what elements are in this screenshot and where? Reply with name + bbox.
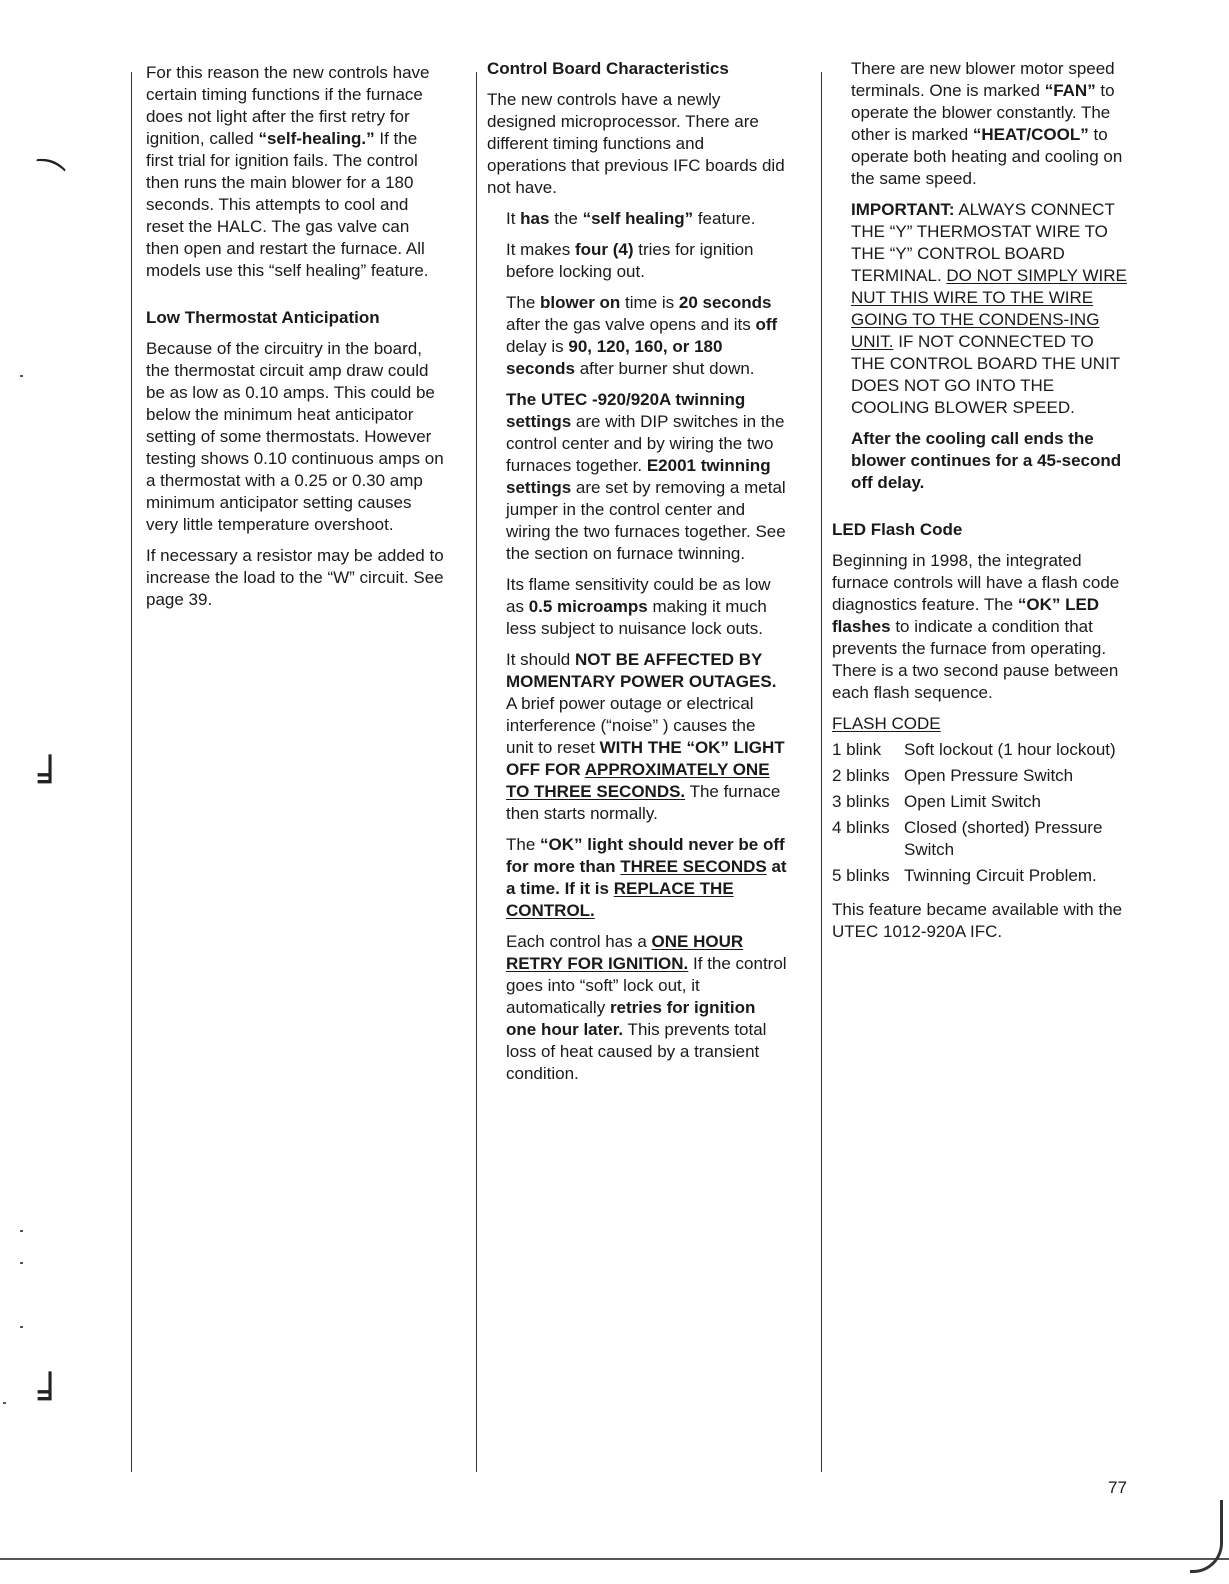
margin-mark-3: ╛ bbox=[38, 1372, 63, 1419]
paragraph: The new controls have a newly designed microprocessor. There are different timing functions and operations that previous IFC boards did not have. bbox=[487, 90, 785, 197]
margin-tick bbox=[3, 1402, 6, 1404]
flash-code-table bbox=[832, 739, 1132, 887]
paragraph: There are new blower motor speed terminals. One is marked “FAN” to operate the blower constantly. The other is marked “HEAT/COOL” to operate both heating and cooling on the same speed. bbox=[851, 59, 1123, 188]
section-heading: LED Flash Code bbox=[832, 520, 963, 539]
page-number: 77 bbox=[1108, 1478, 1127, 1497]
paragraph: This feature became available with the UTEC 1012-920A IFC. bbox=[832, 900, 1123, 941]
paragraph: After the cooling call ends the blower continues for a 45-second off delay. bbox=[851, 429, 1122, 492]
paragraph: Because of the circuitry in the board, the thermostat circuit amp draw could be as low as 0.10 amps. This could be below the minimum heat anticipator setting of some thermostats. However testing shows 0.10 continuous amps on a thermostat with a 0.25 or 0.30 amp minimum anticipator setting causes very little temperature overshoot. bbox=[146, 339, 444, 534]
flash-code-row: 4 blinks Closed (shorted) Pressure Switch bbox=[832, 818, 1103, 859]
margin-tick bbox=[20, 1326, 23, 1328]
feature-item: Each control has a ONE HOUR RETRY FOR IGNITION. If the control goes into “soft” lock out, it automatically retries for ignition one hour later. This prevents total loss of heat caused by a transient condition. bbox=[506, 932, 787, 1083]
scan-bottom-edge bbox=[0, 1558, 1229, 1560]
important-notice: IMPORTANT: ALWAYS CONNECT THE “Y” THERMOSTAT WIRE TO THE “Y” CONTROL BOARD TERMINAL. DO NOT SIMPLY WIRE NUT THIS WIRE TO THE WIRE GOING TO THE CONDENS-ING UNIT. IF NOT CONNECTED TO THE CONTROL BOARD THE UNIT DOES NOT GO INTO THE COOLING BLOWER SPEED. bbox=[851, 200, 1127, 417]
margin-mark-1: ⁀ bbox=[25, 156, 66, 204]
column-rule-left bbox=[131, 72, 132, 1472]
flash-code-row: 3 blinks Open Limit Switch bbox=[832, 792, 1041, 811]
margin-tick bbox=[20, 1262, 23, 1264]
column-rule-right bbox=[821, 72, 822, 1472]
feature-item: The “OK” light should never be off for more than THREE SECONDS at a time. If it is REPLACE THE CONTROL. bbox=[506, 835, 787, 920]
paragraph: Beginning in 1998, the integrated furnace controls will have a flash code diagnostics feature. The “OK” LED flashes to indicate a condition that prevents the furnace from operating. There is a two second pause between each flash sequence. bbox=[832, 551, 1120, 702]
flash-code-row: 5 blinks Twinning Circuit Problem. bbox=[832, 866, 1097, 885]
margin-tick bbox=[20, 1230, 23, 1232]
feature-item: The UTEC -920/920A twinning settings are with DIP switches in the control center and by wiring the two furnaces together. E2001 twinning settings are set by removing a metal jumper in the control center and wiring the two furnaces together. See the section on furnace twinning. bbox=[506, 390, 786, 563]
column-1 bbox=[146, 62, 446, 620]
column-rule-middle bbox=[476, 72, 477, 1472]
feature-item: It makes four (4) tries for ignition before locking out. bbox=[506, 240, 754, 281]
flash-code-title: FLASH CODE bbox=[832, 714, 941, 733]
feature-item: The blower on time is 20 seconds after the gas valve opens and its off delay is 90, 120, 160, or 180 seconds after burner shut down. bbox=[506, 293, 778, 378]
section-heading: Low Thermostat Anticipation bbox=[146, 308, 380, 327]
flash-code-row: 1 blink Soft lockout (1 hour lockout) bbox=[832, 740, 1116, 759]
feature-item: Its flame sensitivity could be as low as 0.5 microamps making it much less subject to nuisance lock outs. bbox=[506, 575, 771, 638]
flash-code-row: 2 blinks Open Pressure Switch bbox=[832, 766, 1074, 785]
feature-item: It has the “self healing” feature. bbox=[506, 209, 756, 228]
section-heading: Control Board Characteristics bbox=[487, 59, 729, 78]
column-3 bbox=[832, 58, 1132, 952]
margin-tick bbox=[20, 375, 23, 377]
self-healing-paragraph: For this reason the new controls have certain timing functions if the furnace does not light after the first retry for ignition, called “self-healing.” If the first trial for ignition fails. The control then runs the main blower for a 180 seconds. This attempts to cool and reset the HALC. The gas valve can then open and restart the furnace. All models use this “self healing” feature. bbox=[146, 63, 430, 280]
margin-mark-2: ╛ bbox=[38, 755, 63, 802]
paragraph: If necessary a resistor may be added to increase the load to the “W” circuit. See page 39. bbox=[146, 546, 444, 609]
feature-item: It should NOT BE AFFECTED BY MOMENTARY POWER OUTAGES. A brief power outage or electrical interference (“noise” ) causes the unit to reset WITH THE “OK” LIGHT OFF FOR APPROXIMATELY ONE TO THREE SECONDS. The furnace then starts normally. bbox=[506, 650, 785, 823]
page-curl bbox=[1190, 1500, 1223, 1573]
column-2 bbox=[487, 58, 787, 1094]
